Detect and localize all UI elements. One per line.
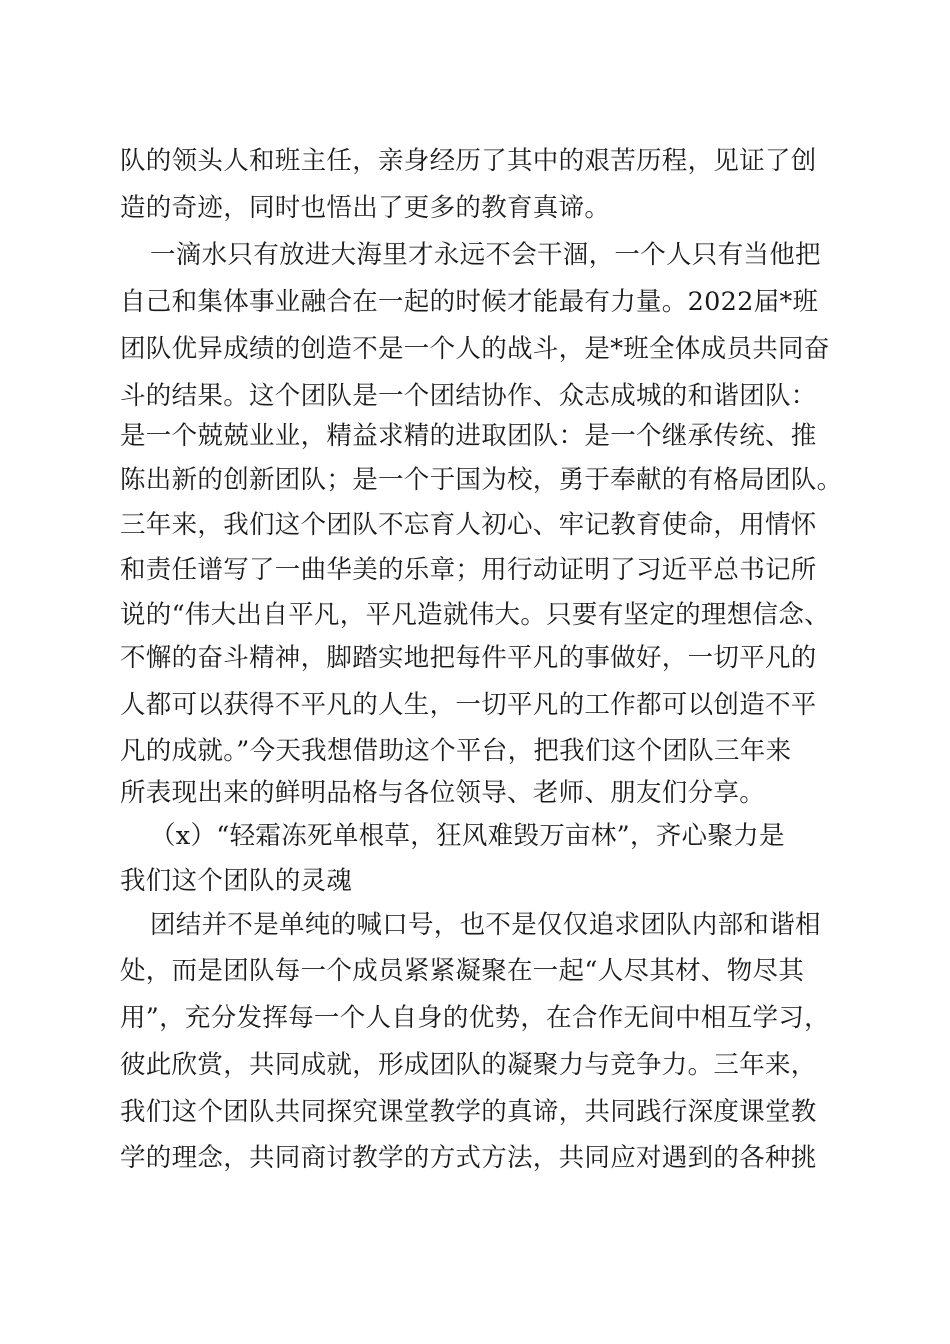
paragraph-first-line: 团结并不是单纯的喊口号，也不是仅仅追求团队内部和谐相 (150, 910, 821, 940)
text-line: 我们这个团队共同探究课堂教学的真谛，共同践行深度课堂教 (120, 1097, 817, 1127)
paragraph-first-line: 一滴水只有放进大海里才永远不会干涸，一个人只有当他把 (150, 240, 821, 270)
text-line: 是一个兢兢业业，精益求精的进取团队：是一个继承传统、推 (120, 421, 817, 451)
text-line: 团队优异成绩的创造不是一个人的战斗，是*班全体成员共同奋 (120, 334, 830, 364)
text-line: 自己和集体事业融合在一起的时候才能最有力量。2022届*班 (120, 287, 819, 317)
text-line: 三年来，我们这个团队不忘育人初心、牢记教育使命，用情怀 (120, 510, 817, 540)
text-line: 不懈的奋斗精神，脚踏实地把每件平凡的事做好，一切平凡的 (120, 643, 817, 673)
text-line: 彼此欣赏，共同成就，形成团队的凝聚力与竞争力。三年来， (120, 1050, 817, 1080)
text-line: 斗的结果。这个团队是一个团结协作、众志成城的和谐团队： (120, 381, 817, 411)
text-line: 凡的成就。”今天我想借助这个平台，把我们这个团队三年来 (120, 736, 792, 766)
text-line: 陈出新的创新团队；是一个于国为校，勇于奉献的有格局团队。 (120, 465, 843, 495)
text-line: 说的“伟大出自平凡，平凡造就伟大。只要有坚定的理想信念、 (120, 600, 830, 630)
text-line: 用”，充分发挥每一个人自身的优势，在合作无间中相互学习， (120, 1003, 830, 1033)
section-heading: 我们这个团队的灵魂 (120, 866, 353, 896)
text-line: 造的奇迹，同时也悟出了更多的教育真谛。 (120, 193, 611, 223)
text-line: 和责任谱写了一曲华美的乐章；用行动证明了习近平总书记所 (120, 555, 817, 585)
text-line: 学的理念，共同商讨教学的方式方法，共同应对遇到的各种挑 (120, 1143, 817, 1173)
section-heading: （x）“轻霜冻死单根草，狂风难毁万亩林”，齐心聚力是 (150, 821, 785, 851)
text-line: 所表现出来的鲜明品格与各位领导、老师、朋友们分享。 (120, 778, 766, 808)
text-line: 处，而是团队每一个成员紧紧凝聚在一起“人尽其材、物尽其 (120, 956, 805, 986)
text-line: 人都可以获得不平凡的人生，一切平凡的工作都可以创造不平 (120, 690, 817, 720)
text-line: 队的领头人和班主任，亲身经历了其中的艰苦历程，见证了创 (120, 146, 817, 176)
